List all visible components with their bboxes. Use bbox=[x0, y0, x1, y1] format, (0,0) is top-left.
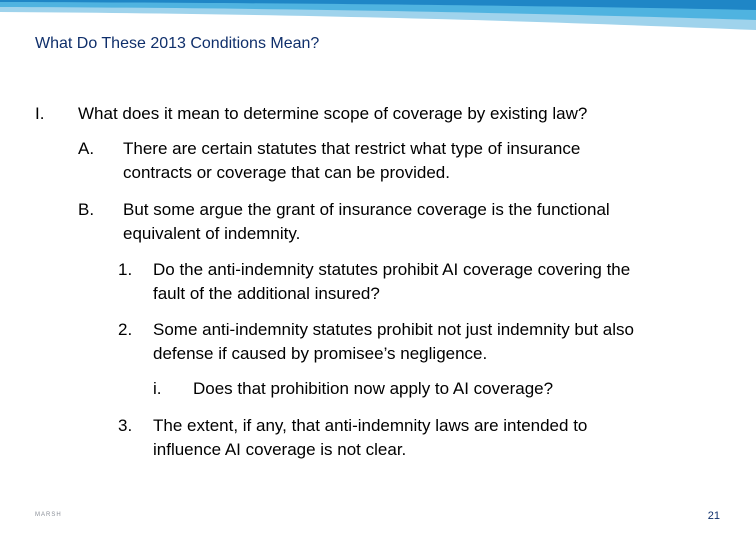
outline-item-3-line2: influence AI coverage is not clear. bbox=[153, 440, 407, 459]
outline-item-i: What does it mean to determine scope of coverage by existing law? bbox=[78, 104, 588, 123]
outline-item-a-line1: There are certain statutes that restrict what type of insurance bbox=[123, 139, 581, 158]
outline-number-2: 2. bbox=[118, 320, 133, 339]
outline-item-1-line1: Do the anti-indemnity statutes prohibit AI coverage covering the bbox=[153, 260, 631, 279]
slide-title: What Do These 2013 Conditions Mean? bbox=[35, 35, 320, 52]
outline-item-b-line2: equivalent of indemnity. bbox=[123, 224, 301, 243]
outline-item-b-line1: But some argue the grant of insurance coverage is the functional bbox=[123, 200, 610, 219]
outline-roman-numeral: I. bbox=[35, 104, 45, 123]
outline-number-3: 3. bbox=[118, 416, 133, 435]
marsh-logo: MARSH bbox=[35, 512, 62, 518]
page-number: 21 bbox=[707, 510, 720, 522]
outline-item-3-line1: The extent, if any, that anti-indemnity laws are intended to bbox=[153, 416, 588, 435]
outline-roman-i: i. bbox=[153, 379, 162, 398]
outline-item-2-line1: Some anti-indemnity statutes prohibit not just indemnity but also bbox=[153, 320, 634, 339]
outline-number-1: 1. bbox=[118, 260, 133, 279]
outline-item-1-line2: fault of the additional insured? bbox=[153, 284, 380, 303]
outline-letter-b: B. bbox=[78, 200, 95, 219]
outline-item-a-line2: contracts or coverage that can be provided. bbox=[123, 163, 450, 182]
outline-item-2-i: Does that prohibition now apply to AI coverage? bbox=[193, 379, 554, 398]
header-wave-band bbox=[0, 0, 756, 34]
outline-item-2-line2: defense if caused by promisee’s negligence. bbox=[153, 344, 488, 363]
outline-letter-a: A. bbox=[78, 139, 95, 158]
